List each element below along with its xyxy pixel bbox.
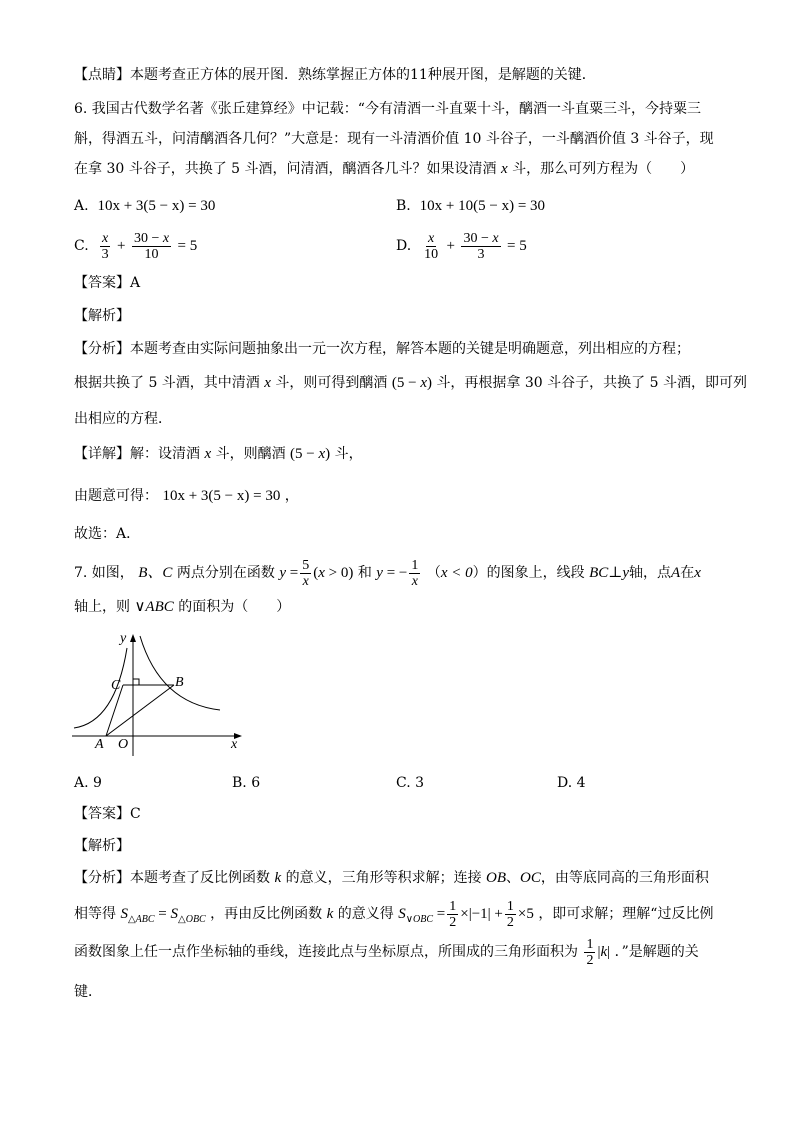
expr-5-minus-x: (5 − x) [391, 375, 432, 391]
q6-fx2c: 斗，再根据拿 30 斗谷子，共换了 5 斗酒，即可列 [436, 375, 747, 391]
q6-equation: 10x + 3(5 − x) = 30 [162, 488, 281, 504]
q6-text-line-2: 斛，得酒五斗，问清醨酒各几何？”大意是：现有一斗清酒价值 10 斗谷子，一斗醨酒价值 3 斗谷子，现 [74, 131, 714, 147]
q7-l1c: 两点分别在函数 [176, 565, 275, 581]
q6-l3b: 斗，那么可列方程为（ ） [512, 161, 695, 177]
q7-l1a: 7. 如图， [74, 565, 134, 581]
label-o: O [118, 737, 129, 752]
var-y: y [622, 565, 630, 581]
q6-option-b [396, 196, 545, 216]
q7-fx2b: ，再由反比例函数 [210, 906, 323, 922]
segment-bc: BC [589, 565, 609, 581]
tip-line: 【点睛】本题考查正方体的展开图．熟练掌握正方体的11种展开图，是解题的关键． [74, 67, 596, 83]
triangle-abc: ∨ABC [134, 599, 174, 615]
option-label: A. [74, 198, 89, 214]
option-label: B. [396, 198, 411, 214]
q7-option-c: C. 3 [396, 775, 425, 791]
q6-eq-pre: 由题意可得： [74, 488, 158, 504]
fraction-x-over-3: $\frac{x}{3}$ [101, 230, 109, 262]
perp-symbol: ⊥ [608, 565, 623, 581]
option-b-equation: 10x + 10(5 − x) = 30 [419, 198, 546, 214]
option-label: C. [74, 238, 89, 254]
y-axis-arrow-icon [130, 634, 136, 642]
label-b: B [175, 675, 184, 690]
segment-ob: OB [486, 870, 507, 886]
label-c: C [111, 678, 121, 693]
function-y-5-over-x: y = $\frac{5}{x}$ (x > 0) [279, 558, 354, 590]
q6-option-c: C. $\frac{x}{3}$ + $\frac{30 - x}{10}$ = 5 [74, 230, 198, 262]
var-k: k [326, 906, 334, 922]
q7-points-bc: B、C [138, 565, 173, 581]
q6-eq-post: ， [284, 488, 299, 504]
q7-l1g: ）的图象上，线段 [472, 565, 585, 581]
q7-fx1f: ，由等底同高的三角形面积 [540, 870, 709, 886]
q7-l2a: 轴上，则 [74, 599, 130, 615]
var-x: x [264, 375, 271, 391]
q6-option-a [74, 196, 215, 216]
q7-answer: 【答案】C [74, 806, 141, 822]
fraction-x-over-10: $\frac{x}{10}$ [424, 230, 439, 262]
q6-analysis-line-2 [74, 373, 747, 393]
q7-analysis-line-1 [74, 868, 709, 888]
label-y: y [120, 631, 127, 646]
q7-analysis-line-3 [74, 935, 699, 969]
q6-option-d: D. $\frac{x}{10}$ + $\frac{30 - x}{3}$ = 5 [396, 230, 527, 262]
q7-l1d: 和 [357, 565, 372, 581]
var-k: k [274, 870, 282, 886]
q7-analysis-heading: 【解析】 [74, 838, 130, 854]
area-equality: $S_{\triangle ABC} = S_{\triangle OBC}$ [120, 906, 206, 925]
q7-option-d: D. 4 [557, 775, 586, 791]
option-a-equation: 10x + 3(5 − x) = 30 [97, 198, 216, 214]
q7-fx2d: ，即可求解；理解“过反比例 [538, 906, 714, 922]
point-a: A [671, 565, 681, 581]
q6-fx2b: 斗，则可得到醨酒 [275, 375, 388, 391]
q7-option-b: B. 6 [232, 775, 261, 791]
function-y-neg-1-over-x: y = − $\frac{1}{x}$ [376, 558, 419, 590]
q6-xj-c: 斗， [334, 446, 363, 462]
q7-text-line-2 [74, 597, 290, 617]
var-x: x [204, 446, 212, 462]
q6-text-line-3 [74, 159, 694, 179]
q7-figure [70, 628, 250, 758]
q7-fx2a: 相等得 [74, 906, 116, 922]
q7-analysis-line-2 [74, 897, 713, 937]
expr-5-minus-x: (5 − x) [290, 446, 331, 462]
q6-analysis-line-1: 【分析】本题考查由实际问题抽象出一元一次方程，解答本题的关键是明确题意，列出相应的方程； [74, 341, 690, 357]
label-x: x [231, 737, 238, 752]
q6-answer: 【答案】A [74, 275, 141, 291]
q6-text-line-1: 6. 我国古代数学名著《张丘建算经》中记载：“今有清酒一斗直粟十斗，醨酒一斗直粟三斗，今持粟三 [74, 101, 701, 117]
right-angle-mark [133, 679, 139, 685]
fraction-30-minus-x-over-3: $\frac{30 - x}{3}$ [463, 230, 499, 262]
q7-l2c: 的面积为（ ） [178, 599, 291, 615]
q7-fx3a: 函数图象上任一点作坐标轴的垂线，连接此点与坐标原点，所围成的三角形面积为 [74, 944, 578, 960]
q6-detail-line [74, 444, 363, 464]
label-a: A [95, 737, 104, 752]
q7-fx3b: ．”是解题的关 [614, 944, 699, 960]
q7-fx1d: 、 [506, 870, 521, 886]
q7-fx1b: 的意义，三角形等积求解；连接 [285, 870, 482, 886]
fraction-30-minus-x-over-10: $\frac{30 - x}{10}$ [133, 230, 170, 262]
var-x: x [500, 161, 508, 177]
option-label: D. [396, 238, 412, 254]
q6-xj-b: 斗，则醨酒 [215, 446, 286, 462]
segment-oc: OC [520, 870, 541, 886]
q7-fx2c: 的意义得 [337, 906, 394, 922]
q7-l1e: （ [426, 565, 441, 581]
q6-l3a: 在拿 30 斗谷子，共换了 5 斗酒，问清酒，醨酒各几斗？如果设清酒 [74, 161, 497, 177]
q7-l1k: 轴，点 [629, 565, 672, 581]
q6-equation-line [74, 486, 299, 506]
q6-fx2a: 根据共换了 5 斗酒，其中清酒 [74, 375, 260, 391]
curve-5-over-x [140, 636, 220, 710]
q6-analysis-line-3: 出相应的方程． [74, 411, 172, 427]
q7-text-line-1 [74, 556, 701, 590]
q6-analysis-heading: 【解析】 [74, 308, 130, 324]
q7-analysis-line-4: 键． [74, 984, 102, 1000]
area-formula: $S_{\vee OBC}$ = $\frac{1}{2}$ ×|−1| + $\frac{1}{2}$ ×5 [398, 899, 534, 931]
var-x: x [694, 565, 701, 581]
q6-choose: 故选：A． [74, 526, 141, 542]
q7-option-a: A. 9 [74, 775, 102, 791]
q6-xj-a: 【详解】解：设清酒 [74, 446, 200, 462]
q7-fx1a: 【分析】本题考查了反比例函数 [74, 870, 270, 886]
q7-l1m: 在 [680, 565, 695, 581]
q7-domain: x < 0 [440, 565, 473, 581]
half-abs-k: $\frac{1}{2}$ |k| [586, 937, 611, 969]
